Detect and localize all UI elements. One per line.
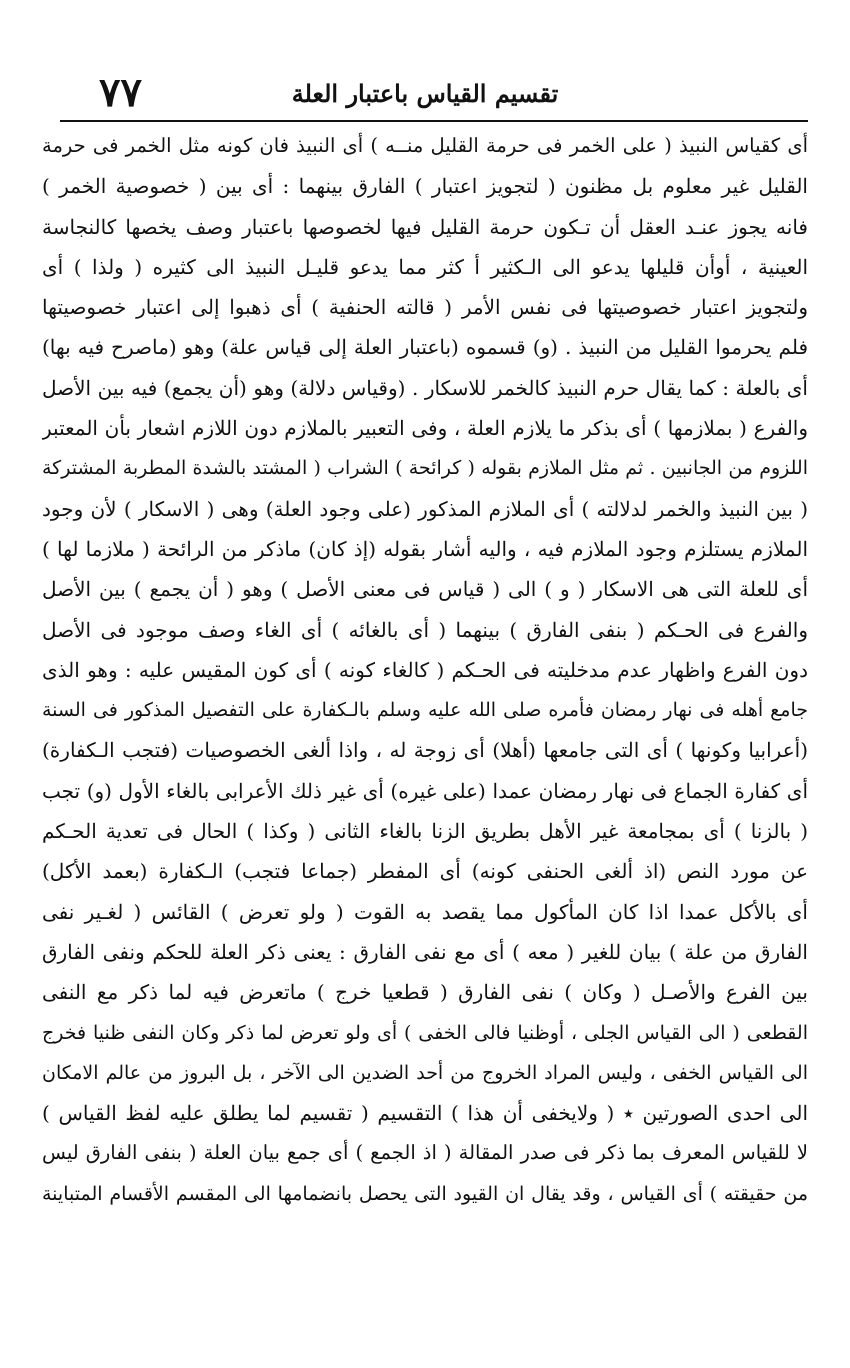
text-line: أى كفارة الجماع فى نهار رمضان عمدا (على غيره) أى غير ذلك الأعرابى بالغاء الأول (و) تجب (42, 778, 808, 803)
text-line: ( بالزنا ) أى بمجامعة غير الأهل بطريق الزنا بالغاء الثانى ( وكذا ) الحال فى تعدية الحـكم (42, 819, 808, 844)
text-line: من حقيقته ) أى القياس ، وقد يقال ان القيود التى يحصل بانضمامها الى المقسم الأقسام المتباينة (42, 1182, 808, 1205)
text-line: ولتجويز اعتبار خصوصيتها فى نفس الأمر ( قالته الحنفية ) أى ذهبوا إلى اعتبار خصوصيتها (42, 295, 808, 320)
text-line: الى القياس الخفى ، وليس المراد الخروج من أحد الضدين الى الآخر ، بل البروز من عالم الامكان (42, 1061, 808, 1084)
text-line: أى كقياس النبيذ ( على الخمر فى حرمة القليل منــه ) أى النبيذ فان كونه مثل الخمر فى حرمة (42, 134, 808, 157)
text-line: أى بالأكل عمدا اذا كان المأكول مما يقصد به القوت ( ولو تعرض ) القائس ( لغـير نفى (42, 899, 808, 924)
text-line: فلم يحرموا القليل من النبيذ . (و) قسموه (باعتبار العلة إلى قياس علة) وهو (ماصرح فيه بها) (42, 335, 808, 360)
text-line: القليل غير معلوم بل مظنون ( لتجويز اعتبار ) الفارق بينهما : أى بين ( خصوصية الخمر ) (42, 174, 808, 199)
text-line: أى للعلة التى هى الاسكار ( و ) الى ( قياس فى معنى الأصل ) وهو ( أن يجمع ) بين الأصل (42, 577, 808, 602)
text-line: أى بالعلة : كما يقال حرم النبيذ كالخمر للاسكار . (وقياس دلالة) وهو (أن يجمع) فيه بين الأصل (42, 375, 808, 400)
body-text (42, 126, 808, 1214)
text-line: فانه يجوز عنـد العقل أن تـكون حرمة القليل فيها لخصوصها باعتبار وصف يخصها كالنجاسة (42, 214, 808, 239)
text-line: الى احدى الصورتين ٭ ( ولايخفى أن هذا ) التقسيم ( تقسيم لما يطلق عليه لفظ القياس ) (42, 1101, 808, 1126)
text-line: جامع أهله فى نهار رمضان فأمره صلى الله عليه وسلم بالـكفارة على التفصيل المذكور فى السنة (42, 699, 808, 722)
text-line: دون الفرع واظهار عدم مدخليته فى الحـكم ( كالغاء كونه ) أى كون المقيس عليه : وهو الذى (42, 657, 808, 682)
text-line: لا للقياس المعرف بما ذكر فى صدر المقالة ( اذ الجمع ) أى جمع بيان العلة ( بنفى الفارق ليس (42, 1141, 808, 1165)
running-title: تقسيم القياس باعتبار العلة (291, 79, 559, 108)
text-line: الفارق من علة ) بيان للغير ( معه ) أى مع نفى الفارق : يعنى ذكر العلة للحكم ونفى الفارق (42, 939, 808, 964)
text-line: الملازم يستلزم وجود الملازم فيه ، واليه أشار بقوله (إذ كان) ماذكر من الرائحة ( ملازما لها ) (42, 536, 808, 561)
header-rule (60, 120, 808, 122)
text-line: والفرع ( بملازمها ) أى بذكر ما يلازم العلة ، وفى التعبير بالملازم دون اللازم اشعار بأن المعتبر (42, 416, 808, 441)
text-line: والفرع فى الحـكم ( بنفى الفارق ) بينهما ( أى بالغائه ) أى الغاء وصف موجود فى الأصل (42, 617, 808, 642)
text-line: ( بين النبيذ والخمر لدلالته ) أى الملازم المذكور (على وجود العلة) وهى ( الاسكار ) لأن وجود (42, 496, 808, 521)
text-line: (أعرابيا وكونها ) أى التى جامعها (أهلا) أى زوجة له ، واذا ألغى الخصوصيات (فتجب الـكفارة) (42, 738, 808, 763)
text-line: القطعى ( الى القياس الجلى ، أوظنيا فالى الخفى ) أى ولو تعرض لما ذكر وكان النفى ظنيا فخرج (42, 1021, 808, 1044)
text-line: بين الفرع والأصـل ( وكان ) نفى الفارق ( قطعيا خرج ) ماتعرض فيه لما ذكر مع النفى (42, 980, 808, 1005)
text-line: عن مورد النص (اذ ألغى الحنفى كونه) أى المفطر (جماعا فتجب) الـكفارة (بعمد الأكل) (42, 859, 808, 884)
text-line: اللزوم من الجانبين . ثم مثل الملازم بقوله ( كرائحة ) الشراب ( المشتد بالشدة المطربة المشتركة (42, 457, 808, 480)
page-header (40, 68, 810, 118)
text-line: العينية ، أوأن قليلها يدعو الى الـكثير أ كثر مما يدعو قليـل النبيذ الى كثيره ( ولذا ) أى (42, 254, 808, 279)
page-number: ٧٧ (99, 69, 142, 116)
